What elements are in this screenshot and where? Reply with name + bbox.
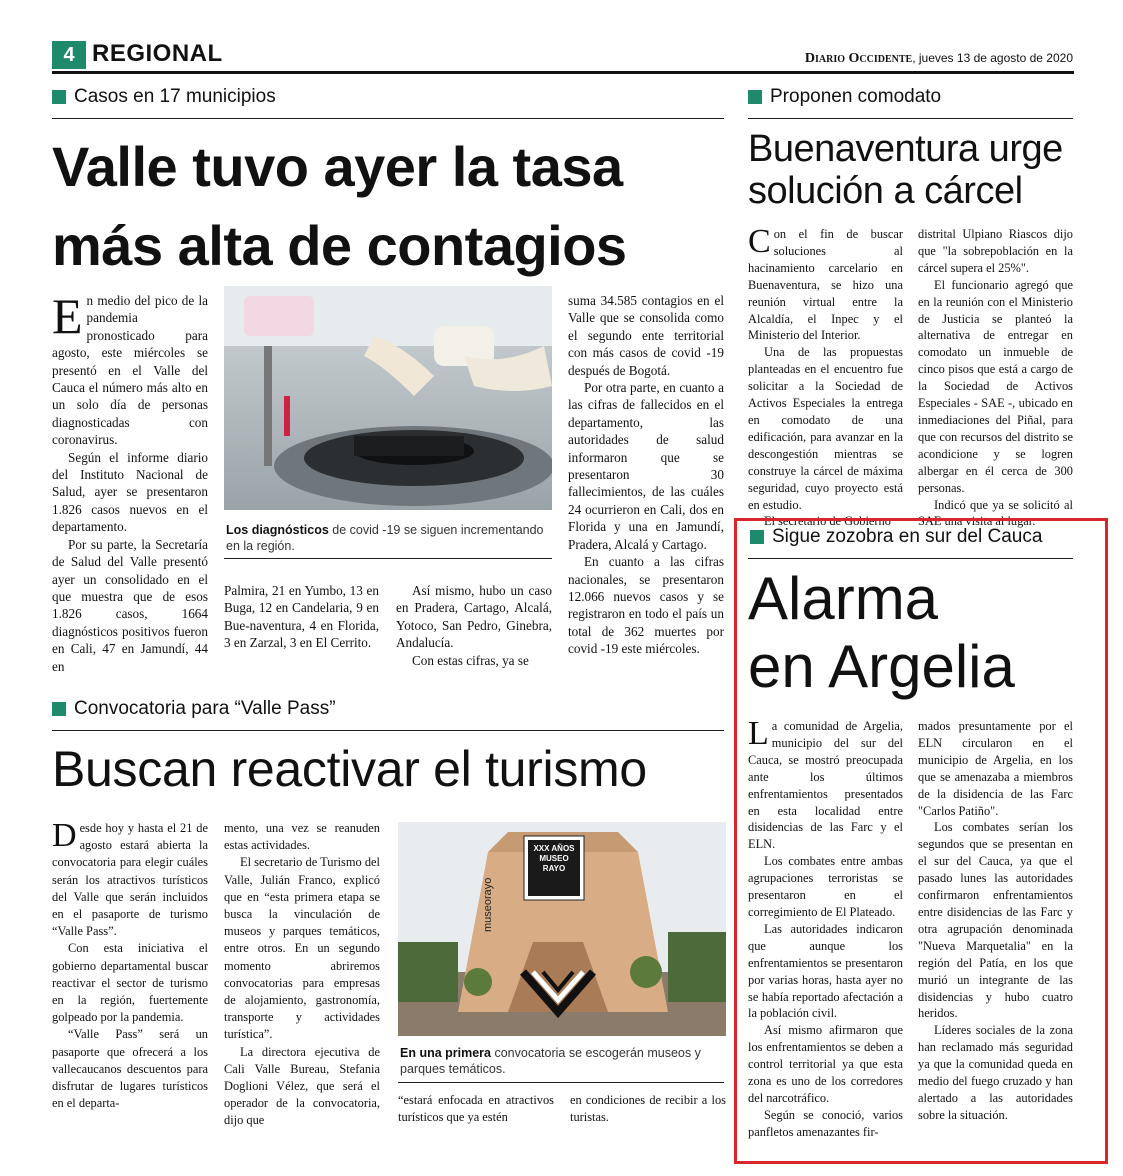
masthead-dateline [805, 50, 1073, 67]
story2-col2-p2: El funcionario agregó que en la reunión con el Ministerio de Justicia se planteó la alternativa de entregar en comodato un inmueble de cinco pisos que está a cargo de la Sociedad de Activos Especiales - SAE -, ubicado en inmediaciones del Piñal, para que con recursos del distrito se acondicione y se logren albergar en él cerca de 300 personas. [918, 277, 1073, 495]
story1-dropcap: E [52, 288, 83, 344]
story2-kicker-rule [748, 118, 1073, 119]
story4-kicker-rule [52, 730, 724, 731]
story1-headline: Valle tuvo ayer la tasa más alta de contagios [52, 135, 627, 277]
kicker-square-icon [52, 90, 66, 104]
story4-col1 [52, 817, 208, 1112]
story3-headline-line1: Alarma [748, 565, 939, 632]
story4-col2-p1: mento, una vez se reanuden estas actividades. [224, 821, 380, 853]
story2-col1-p3: El secretario de Gobierno [764, 514, 891, 529]
story2-kicker-text: Proponen comodato [770, 86, 942, 107]
story4-col1-p1: esde hoy y hasta el 21 de agosto estará abierta la convocatoria para elegir cuáles serán los atractivos turísticos del Valle que serán incluidos en el pasaporte de turismo “Valle Pass”. [52, 821, 208, 939]
story4-caption [400, 1045, 726, 1077]
story1-col3-p2: Con estas cifras, ya se [412, 652, 529, 668]
story3-kicker-text: Sigue zozobra en sur del Cauca [772, 526, 1043, 547]
story3-headline-line2: en Argelia [748, 633, 1015, 700]
story4-col1-p3: “Valle Pass” será un pasaporte que ofrecerá a los vallecaucanos descuentos para disfrutar de lugares turísticos en el departa- [52, 1027, 208, 1111]
story4-col3 [398, 1092, 554, 1126]
story1-col1-p3: Por su parte, la Secretaría de Salud del Valle presentó ayer un consolidado en el que muestra que de esos 1.826 casos, 1664 diagnósticos positivos fueron en Cali, 47 en Jamundí, 44 en [52, 536, 208, 674]
story4-caption-rule [398, 1082, 724, 1083]
story1-col2 [224, 582, 379, 652]
kicker-square-icon [52, 702, 66, 716]
story3-col1-p5: Según se conoció, varios panfletos amenazantes fir- [748, 1107, 903, 1139]
story1-col3 [396, 582, 552, 669]
header-rule [52, 71, 1074, 74]
story1-col1-p2: Según el informe diario del Instituto Nacional de Salud, ayer se presentaron 1.826 casos nuevos en el departamento. [52, 449, 208, 535]
story4-col3-text: “estará enfocada en atractivos turísticos que ya estén [398, 1093, 554, 1125]
story1-kicker-text: Casos en 17 municipios [74, 86, 276, 107]
story1-col4-p3: En cuanto a las cifras nacionales, se presentaron 12.066 nuevos casos y se registraron en todo el país un total de 362 muertes por covid -19 este miércoles. [568, 554, 724, 657]
kicker-square-icon [750, 530, 764, 544]
museum-wall-text: museorayo [482, 877, 494, 932]
story2-col2-p3: Indicó que ya se solicitó al SAE una visita al lugar. [918, 497, 1073, 529]
story4-col1-p2: Con esta iniciativa el gobierno departamental buscar reactivar el sector de turismo en la región, fuertemente golpeado por la pandemia. [52, 941, 208, 1025]
page-number: 4 [63, 44, 75, 66]
story1-caption-text: de covid -19 se siguen incrementando en la región. [226, 523, 544, 553]
story1-col4 [568, 292, 724, 658]
story3-col2-p1: mados presuntamente por el ELN circularon en el municipio de Argelia, en los que se amenazaba a miembros de la disidencia de las Farc "Carlos Patiño". [918, 719, 1073, 818]
story3-kicker [750, 526, 1042, 548]
story2-col1-p1: on el fin de buscar soluciones al hacinamiento carcelario en Buenaventura, se hizo una reunión virtual entre la Alcaldía, el Inpec y el Ministerio del Interior. [748, 227, 903, 343]
story1-photo [224, 286, 552, 510]
museum-sign-text: XXX AÑOS MUSEO RAYO [533, 844, 575, 873]
story1-col3-p1: Así mismo, hubo un caso en Pradera, Cartago, Alcalá, Yotoco, San Pedro, Ginebra, Andalucía. [396, 583, 552, 651]
story4-caption-bold: En una primera [400, 1046, 491, 1060]
section-title: REGIONAL [92, 40, 223, 67]
story3-col1 [748, 715, 903, 1141]
kicker-square-icon [748, 90, 762, 104]
story4-col2-p3: La directora ejecutiva de Cali Valle Bureau, Stefania Doglioni Vélez, que será el operador de la convocatoria, dijo que [224, 1044, 380, 1128]
story3-col2-p2: Los combates serían los segundos que se presentan en el sur del Cauca, ya que el pasado lunes las autoridades confirmaron enfrentamientos entre disidencias de las Farc y otra agrupación denominada "Nueva Marquetalia" en la región del Patía, en los que murió un integrante de las disidencias y hubo cuatro heridos. [918, 820, 1073, 1021]
story4-caption-text: convocatoria se escogerán museos y parques temáticos. [400, 1046, 701, 1076]
story1-col2-text: Palmira, 21 en Yumbo, 13 en Buga, 12 en Candelaria, 9 en Bue-naventura, 4 en Florida, 3 en Zarzal, 3 en El Cerrito. [224, 583, 379, 651]
story2-col2 [918, 226, 1073, 530]
story3-col1-p1: a comunidad de Argelia, municipio del sur del Cauca, se mostró preocupada ante los últimos enfrentamientos presentados en esta localidad entre disidencias de las Farc y el ELN. [748, 719, 903, 852]
story4-kicker-text: Convocatoria para “Valle Pass” [74, 698, 336, 719]
story4-headline: Buscan reactivar el turismo [52, 741, 647, 797]
story2-headline: Buenaventura urge solución a cárcel [748, 128, 1063, 212]
story3-kicker-rule [748, 558, 1073, 559]
story2-dropcap: C [748, 223, 771, 260]
story4-col4 [570, 1092, 726, 1126]
story1-caption-rule [224, 558, 552, 559]
story3-col2-p3: Líderes sociales de la zona han reclamado más seguridad ya que la comunidad queda en medio del fuego cruzado y han alertado a las autoridades sobre la situación. [918, 1023, 1073, 1122]
story1-col4-p2: Por otra parte, en cuanto a las cifras de fallecidos en el departamento, las autoridades de salud informaron que se presentaron 30 fallecimientos, de las cuáles 24 ocurrieron en Cali, dos en Florida y una en Jamundí, Pradera, Alcalá y Cartago. [568, 380, 724, 552]
story4-col2-p2: El secretario de Turismo del Valle, Julián Franco, explicó que en “esta primera etapa se busca la vinculación de museos y parques temáticos, entre otros. En un segundo momento abriremos convocatorias para empresas de alojamiento, gastronomía, transporte y actividades turística”. [224, 855, 380, 1042]
story4-kicker [52, 698, 336, 720]
story4-dropcap: D [52, 817, 77, 854]
story2-col2-p1: distrital Ulpiano Riascos dijo que "la sobrepoblación en la cárcel supera el 25%". [918, 227, 1073, 275]
story1-kicker-rule [52, 118, 724, 119]
story4-photo [398, 822, 726, 1036]
paper-name: Diario Occidente [804, 51, 913, 66]
story3-col2 [918, 718, 1073, 1124]
issue-date: , jueves 13 de agosto de 2020 [912, 51, 1073, 65]
story2-kicker [748, 86, 941, 108]
story1-caption-bold: Los diagnósticos [226, 523, 329, 537]
story1-kicker [52, 86, 276, 108]
story1-col4-p1: suma 34.585 contagios en el Valle que se consolida como el segundo ente territorial con más casos de covid -19 después de Bogotá. [568, 293, 724, 378]
story1-caption [226, 522, 556, 554]
story1-col1-p1: n medio del pico de la pandemia pronosticado para agosto, este miércoles se presentó en el Valle del Cauca el número más alto en un solo día de personas diagnosticadas con coronavirus. [52, 293, 208, 448]
lab-photo-image [224, 286, 552, 510]
story4-col2 [224, 820, 380, 1130]
story4-col4-text: en condiciones de recibir a los turistas. [570, 1093, 726, 1125]
story1-col1 [52, 288, 208, 675]
story2-col1-p2: Una de las propuestas planteadas en el encuentro fue solicitar a la Sociedad de Activos Especiales la entrega en comodato de una edificación, para avanzar en la descongestión mientras se construye la cárcel de máxima seguridad, cuyo proyecto está en estudio. [748, 345, 903, 512]
story3-col1-p3: Las autoridades indicaron que aunque los enfrentamientos se presentaron por varias horas, hasta ayer no se había reportado afectación a la población civil. [748, 921, 903, 1021]
story2-col1 [748, 223, 903, 530]
story3-col1-p4: Así mismo afirmaron que los enfrentamientos se deben a control territorial ya que esta zona es uno de los corredores del narcotráfico. [748, 1023, 903, 1105]
story3-dropcap: L [748, 715, 769, 752]
story3-col1-p2: Los combates entre ambas agrupaciones terroristas se presentaron en el corregimiento de El Plateado. [748, 854, 903, 919]
